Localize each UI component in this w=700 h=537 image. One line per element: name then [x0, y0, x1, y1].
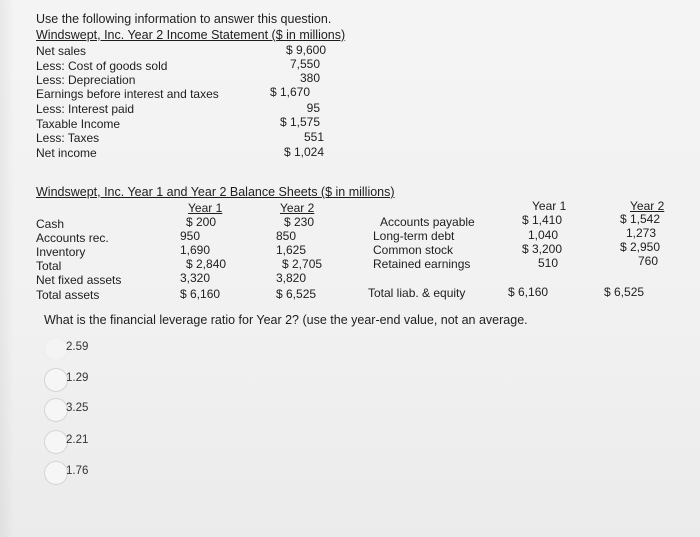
- option-label: 2.21: [66, 434, 89, 446]
- income-row-label: Taxable Income: [36, 117, 121, 131]
- asset-row-y2: $ 230: [284, 215, 315, 229]
- liab-row-label: Retained earnings: [373, 257, 471, 271]
- asset-row-y2: $ 2,705: [282, 257, 323, 271]
- option-label: 1.29: [66, 372, 89, 384]
- liab-row-y1: 1,040: [527, 228, 558, 242]
- asset-row-y1: 950: [180, 229, 201, 243]
- liab-header-year2: Year 2: [630, 199, 665, 213]
- liab-row-y1: $ 3,200: [521, 242, 562, 256]
- asset-row-label: Net fixed assets: [36, 273, 122, 287]
- income-row-value: $ 1,670: [269, 85, 310, 99]
- page-shadow: [0, 0, 14, 537]
- assets-header-year1: Year 1: [188, 201, 223, 215]
- liab-row-y1: 510: [537, 256, 558, 270]
- radio-circle[interactable]: [44, 461, 68, 485]
- liab-row-y1: $ 1,410: [521, 213, 562, 227]
- income-row-value: $ 1,575: [279, 115, 320, 129]
- asset-row-y1: 3,320: [180, 271, 211, 285]
- liab-row-label: Accounts payable: [380, 215, 475, 229]
- asset-row-y1: $ 6,160: [180, 287, 221, 301]
- income-row-value: 95: [306, 101, 320, 115]
- total-liab-label: Total liab. & equity: [368, 286, 466, 300]
- option-label: 1.76: [66, 465, 89, 477]
- liab-row-y2: 1,273: [625, 226, 656, 240]
- income-row-label: Earnings before interest and taxes: [36, 87, 219, 101]
- asset-row-y2: 850: [276, 229, 297, 243]
- income-row-value: $ 9,600: [285, 43, 326, 57]
- income-row-value: $ 1,024: [283, 145, 324, 159]
- income-row-label: Less: Interest paid: [36, 102, 135, 116]
- income-row-label: Net income: [36, 146, 97, 160]
- asset-row-y2: $ 6,525: [276, 287, 317, 301]
- total-liab-y2: $ 6,525: [604, 285, 645, 299]
- option-label: 3.25: [66, 402, 89, 414]
- question-text: What is the financial leverage ratio for Year 2? (use the year-end value, not an average.: [44, 313, 528, 327]
- income-row-label: Less: Depreciation: [36, 73, 136, 87]
- asset-row-y1: $ 2,840: [186, 257, 227, 271]
- asset-row-y1: 1,690: [180, 243, 211, 257]
- radio-circle[interactable]: [44, 337, 68, 361]
- radio-circle[interactable]: [44, 398, 68, 422]
- liab-row-label: Common stock: [373, 243, 454, 257]
- liab-row-y2: 760: [637, 254, 658, 268]
- income-row-value: 551: [303, 130, 324, 144]
- income-row-label: Net sales: [36, 44, 87, 58]
- assets-header-year2: Year 2: [280, 201, 315, 215]
- intro-text: Use the following information to answer this question.: [36, 12, 332, 26]
- radio-circle[interactable]: [44, 430, 68, 454]
- liab-row-y2: $ 2,950: [619, 240, 660, 254]
- income-row-label: Less: Taxes: [36, 131, 100, 145]
- total-liab-y1: $ 6,160: [508, 285, 549, 299]
- asset-row-label: Total assets: [36, 288, 100, 302]
- asset-row-label: Inventory: [36, 245, 86, 259]
- asset-row-y2: 1,625: [276, 243, 307, 257]
- liab-row-label: Long-term debt: [373, 229, 455, 243]
- asset-row-label: Cash: [36, 217, 65, 231]
- income-row-value: 7,550: [289, 57, 320, 71]
- income-row-value: 380: [299, 71, 320, 85]
- option-label: 2.59: [66, 341, 89, 353]
- radio-circle[interactable]: [44, 368, 68, 392]
- asset-row-label: Accounts rec.: [36, 231, 109, 245]
- asset-row-y1: $ 200: [186, 215, 217, 229]
- asset-row-label: Total: [36, 259, 62, 273]
- income-statement-title: Windswept, Inc. Year 2 Income Statement ($ in millions): [36, 28, 346, 42]
- liab-row-y2: $ 1,542: [619, 212, 660, 226]
- asset-row-y2: 3,820: [276, 271, 307, 285]
- balance-sheet-title: Windswept, Inc. Year 1 and Year 2 Balance Sheets ($ in millions): [36, 185, 395, 199]
- liab-header-year1: Year 1: [532, 199, 567, 213]
- income-row-label: Less: Cost of goods sold: [36, 59, 168, 73]
